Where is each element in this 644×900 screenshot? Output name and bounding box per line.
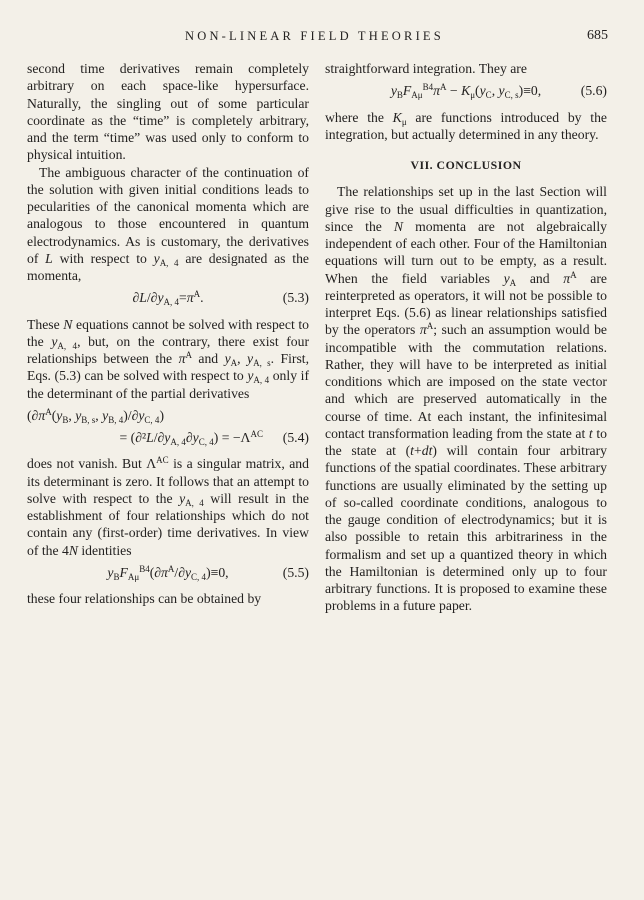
subscript: A, 4 xyxy=(163,297,180,308)
subscript: C, 4 xyxy=(198,437,214,447)
superscript: B4 xyxy=(139,563,150,574)
math-symbol: π xyxy=(161,564,168,580)
math-symbol: y xyxy=(479,83,486,99)
subscript: μ xyxy=(470,90,476,101)
subscript: A, 4 xyxy=(185,497,204,508)
superscript: B4 xyxy=(422,82,434,93)
math-symbol: π xyxy=(38,407,46,423)
equation-number: (5.3) xyxy=(282,290,309,306)
math-symbol: y xyxy=(102,407,109,423)
subscript: A, s xyxy=(253,358,271,368)
right-column xyxy=(325,60,607,615)
math-symbol: N xyxy=(68,542,78,558)
running-header xyxy=(0,29,644,47)
math-symbol: y xyxy=(498,83,505,99)
superscript: AC xyxy=(250,429,263,439)
paragraph: these four relationships can be obtained by xyxy=(27,591,262,606)
math-symbol: y xyxy=(503,270,510,286)
subscript: B xyxy=(62,414,69,425)
equation-body: $y_BF_{A\mu}^{B4}(\partial\pi^A/\partial y_{C, 4})\equiv 0$, xyxy=(107,563,229,582)
math-symbol: K xyxy=(392,109,402,125)
page-number: 685 xyxy=(587,28,608,43)
math-symbol: N xyxy=(393,218,404,234)
subscript: Aμ xyxy=(127,571,140,582)
math-symbol: π xyxy=(178,351,186,366)
subscript: A xyxy=(230,358,238,368)
equation xyxy=(325,82,607,99)
math-symbol: y xyxy=(192,430,199,445)
subscript: A, 4 xyxy=(159,257,179,268)
paragraph: straightforward integration. They are xyxy=(325,61,527,76)
equation-body: $\partial L/\partial y_{A, 4}=\pi^A$. xyxy=(132,289,204,308)
subscript: A, 4 xyxy=(170,437,186,447)
math-symbol: N xyxy=(63,316,73,332)
math-symbol: y xyxy=(153,250,160,266)
math-symbol: L xyxy=(146,430,154,445)
math-symbol: y xyxy=(390,83,397,99)
superscript: A xyxy=(45,406,52,417)
equation xyxy=(27,289,309,306)
math-symbol: L xyxy=(45,250,53,266)
math-symbol: K xyxy=(461,83,471,99)
math-symbol: F xyxy=(402,83,412,99)
math-symbol: y xyxy=(247,368,254,384)
superscript: A xyxy=(570,269,577,280)
left-column xyxy=(27,60,309,607)
subscript: B, s xyxy=(81,414,96,425)
math-symbol: t xyxy=(588,425,593,441)
math-symbol: y xyxy=(56,407,63,423)
math-symbol: F xyxy=(119,564,128,580)
subscript: A, 4 xyxy=(57,340,78,351)
superscript: A xyxy=(185,350,192,360)
subscript: A xyxy=(509,277,517,288)
paragraph: The relationships set up in the last Section will give rise to the usual difficulties in quantization, since the N momenta are not algebraically independent of each other. Four of the Hamiltonian equations will turn out to be empty, as a result. When the field variables $y_A$ and $\pi^A$ are reinterpreted as operators, it will not be possible to interpret Eqs. (5.6) as linear relationships satisfied by the operators $\pi^A$; such an assumption would be incompatible with the commutation relations. Rather, they will have to be interpreted as initial conditions which are imposed on the state vector and which are preserved automatically in the course of time. At each instant, the infinitesimal contact transformation leading from the state at t to the state at (t+dt) will contain four arbitrary functions of the spatial coordinates. These arbitrary functions are usually eliminated by the setting up of so-called coordinate conditions, analogous to the gauge condition of electrodynamics; but it is also possible to retain this arbitrariness in the formalism and set up a quantized theory in which the Hamiltonian is determined only up to four arbitrary functions. It is proposed to examine these problems in a future paper. xyxy=(325,184,608,614)
math-symbol: y xyxy=(75,407,82,423)
superscript: A xyxy=(439,82,447,93)
equation xyxy=(27,429,309,446)
math-symbol: y xyxy=(164,430,171,445)
superscript: AC xyxy=(156,455,169,466)
subscript: B xyxy=(113,571,120,582)
subscript: C, 4 xyxy=(191,571,207,582)
superscript: A xyxy=(193,289,201,300)
math-symbol: y xyxy=(184,564,192,580)
equation-body: $y_BF_{A\mu}^{B4}\pi^A - K_\mu(y_C$, $y_{C, s})\equiv 0$, xyxy=(390,82,542,101)
math-symbol: π xyxy=(419,322,427,338)
subscript: μ xyxy=(401,116,407,127)
equation-body: ($\partial\pi^A(y_B$, $y_{B, s}$, $y_{B, 4})/\partial y_{C, 4}$) xyxy=(27,406,164,425)
paragraph: These N equations cannot be solved with respect to the $y_{A, 4}$, but, on the contrary, there exist four relationships between the $\pi^A$ and $y_A$, $y_{A, s}$. First, Eqs. (5.3) can be solved with respect to $y_{A, 4}$ only if the determinant of the partial derivatives xyxy=(27,316,310,401)
equation-number: (5.6) xyxy=(580,83,607,99)
math-symbol: π xyxy=(433,83,440,99)
superscript: A xyxy=(167,563,175,574)
math-symbol: y xyxy=(107,564,114,580)
superscript: A xyxy=(426,321,434,332)
math-symbol: y xyxy=(247,351,254,366)
math-symbol: dt xyxy=(421,443,433,458)
equation xyxy=(27,407,309,424)
subscript: B, 4 xyxy=(108,414,124,425)
equation-body: = $(\partial^2L/\partial y_{A, 4}\partial y_{C, 4}) = -\Lambda^{AC}$ xyxy=(119,429,263,447)
paragraph: second time derivatives remain completely arbitrary on each space-like hypersurface. Naturally, the singling out of some particular coordinate as the “time” is completely arbitrary, and the term “time” was used only to conform to physical intuition. xyxy=(27,61,309,163)
math-symbol: y xyxy=(224,351,231,366)
math-symbol: t xyxy=(410,443,414,458)
running-title: NON-LINEAR FIELD THEORIES xyxy=(185,29,444,43)
math-symbol: π xyxy=(563,270,571,286)
subscript: C xyxy=(485,90,492,101)
subscript: Aμ xyxy=(411,90,423,101)
equation-number: (5.5) xyxy=(282,564,309,580)
equation xyxy=(27,564,309,581)
subscript: A, 4 xyxy=(253,375,270,386)
math-symbol: L xyxy=(139,290,147,306)
math-symbol: y xyxy=(179,490,186,506)
paragraph: does not vanish. But $\Lambda^{AC}$ is a singular matrix, and its determinant is zero. It follows that an attempt to solve with respect to the $y_{A, 4}$ will result in the establishment of four relationships which do not contain any (first-order) time derivatives. In view of the 4N identities xyxy=(27,455,309,558)
equation-number: (5.4) xyxy=(282,430,309,445)
math-symbol: y xyxy=(157,290,164,306)
subscript: C, s xyxy=(504,90,519,101)
paragraph: where the $K_\mu$ are functions introduced by the integration, but actually determined in any theory. xyxy=(325,109,607,142)
paragraph: The ambiguous character of the continuation of the solution with given initial conditions leads to pecularities of the canonical momenta which are analogous to those encountered in quantum electrodynamics. As is customary, the derivatives of L with respect to $y_{A, 4}$ are designated as the momenta, xyxy=(27,164,309,283)
math-symbol: y xyxy=(138,407,145,423)
subscript: C, 4 xyxy=(144,414,160,425)
subscript: B xyxy=(396,90,403,101)
section-heading: VII. CONCLUSION xyxy=(410,158,522,172)
math-symbol: π xyxy=(186,290,194,306)
math-symbol: y xyxy=(51,333,58,349)
